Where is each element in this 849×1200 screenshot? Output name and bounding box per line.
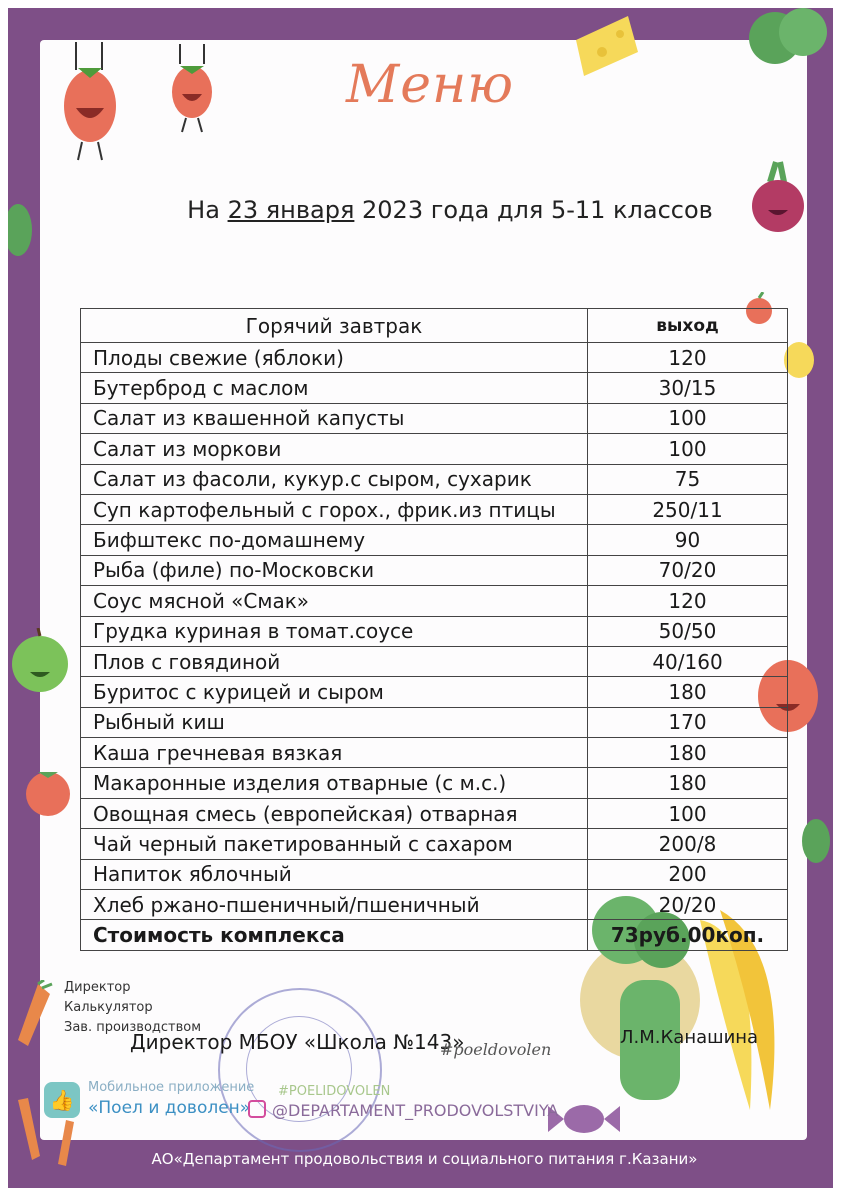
dish-output: 180: [588, 768, 788, 798]
instagram-icon: [248, 1100, 266, 1118]
dish-name: Хлеб ржано-пшеничный/пшеничный: [81, 890, 588, 920]
signature-roles: [64, 978, 201, 1038]
school-stamp: [218, 988, 382, 1152]
dish-name: Чай черный пакетированный с сахаром: [81, 829, 588, 859]
dish-name: Бутерброд с маслом: [81, 373, 588, 403]
dish-output: 250/11: [588, 494, 788, 524]
dish-output: 120: [588, 343, 788, 373]
dish-output: 100: [588, 403, 788, 433]
subtitle-suffix: 2023 года для 5-11 классов: [354, 196, 713, 224]
table-row: [81, 403, 788, 433]
table-row: [81, 464, 788, 494]
subtitle-prefix: На: [187, 196, 228, 224]
total-label: Стоимость комплекса: [81, 920, 588, 950]
cheese-icon: [572, 12, 642, 82]
table-row: [81, 768, 788, 798]
table-row: [81, 829, 788, 859]
dish-name: Рыбный киш: [81, 707, 588, 737]
table-row: [81, 677, 788, 707]
page-title: Меню: [345, 55, 515, 115]
role-production-head: Зав. производством: [64, 1020, 202, 1035]
table-row: [81, 343, 788, 373]
role-director: Директор: [64, 980, 131, 995]
school-director-label: Директор МБОУ «Школа №143»: [130, 1030, 465, 1054]
app-line2: «Поел и доволен»: [88, 1098, 251, 1118]
dish-name: Салат из фасоли, кукур.с сыром, сухарик: [81, 464, 588, 494]
dish-name: Рыба (филе) по-Московски: [81, 555, 588, 585]
table-row: [81, 494, 788, 524]
hashtag-label: #POELIDOVOLEN: [278, 1084, 391, 1099]
dish-name: Салат из квашенной капусты: [81, 403, 588, 433]
table-row: [81, 859, 788, 889]
dish-output: 75: [588, 464, 788, 494]
carrot-left-icon: [8, 980, 58, 1050]
dish-output: 70/20: [588, 555, 788, 585]
dish-name: Суп картофельный с горох., фрик.из птицы: [81, 494, 588, 524]
leaf-right-icon: [800, 816, 830, 866]
dish-output: 120: [588, 586, 788, 616]
dish-name: Овощная смесь (европейская) отварная: [81, 798, 588, 828]
broccoli-top-icon: [745, 8, 835, 78]
menu-body: [81, 343, 788, 920]
header-output: выход: [588, 309, 788, 343]
handwritten-hashtag: #poeldovolen: [440, 1040, 552, 1059]
dish-output: 100: [588, 434, 788, 464]
app-line1: Мобильное приложение: [88, 1080, 255, 1095]
dish-output: 200/8: [588, 829, 788, 859]
tomato-small-icon: [168, 44, 218, 134]
dish-output: 40/160: [588, 646, 788, 676]
table-row: [81, 798, 788, 828]
menu-table: [80, 308, 788, 951]
total-price: 73руб.00коп.: [588, 920, 788, 950]
green-apple-icon: [8, 628, 70, 694]
dish-name: Напиток яблочный: [81, 859, 588, 889]
dish-output: 200: [588, 859, 788, 889]
dish-output: 180: [588, 677, 788, 707]
dish-name: Каша гречневая вязкая: [81, 738, 588, 768]
dish-output: 50/50: [588, 616, 788, 646]
tomato-left-icon: [62, 42, 122, 162]
table-row: [81, 616, 788, 646]
header-meal: Горячий завтрак: [81, 309, 588, 343]
footer-organization: АО«Департамент продовольствия и социального питания г.Казани»: [151, 1150, 698, 1168]
total-row: [81, 920, 788, 950]
dish-name: Салат из моркови: [81, 434, 588, 464]
table-header-row: [81, 309, 788, 343]
tomato-bottom-left-icon: [24, 764, 74, 818]
dish-output: 170: [588, 707, 788, 737]
dish-name: Плов с говядиной: [81, 646, 588, 676]
dish-name: Грудка куриная в томат.соусе: [81, 616, 588, 646]
table-row: [81, 738, 788, 768]
dish-name: Соус мясной «Смак»: [81, 586, 588, 616]
instagram-text: @DEPARTAMENT_PRODOVOLSTVIYA: [272, 1101, 559, 1120]
leaf-left-icon: [8, 200, 38, 260]
table-row: [81, 707, 788, 737]
table-row: [81, 555, 788, 585]
thumbs-up-icon: 👍: [44, 1082, 80, 1118]
dish-output: 90: [588, 525, 788, 555]
table-row: [81, 525, 788, 555]
director-name: Л.М.Канашина: [620, 1027, 759, 1048]
dish-name: Буритос с курицей и сыром: [81, 677, 588, 707]
table-row: [81, 586, 788, 616]
dish-output: 100: [588, 798, 788, 828]
dish-output: 180: [588, 738, 788, 768]
instagram-handle[interactable]: [248, 1100, 558, 1120]
dish-name: Бифштекс по-домашнему: [81, 525, 588, 555]
menu-subtitle: [80, 196, 820, 224]
dish-name: Плоды свежие (яблоки): [81, 343, 588, 373]
table-row: [81, 646, 788, 676]
role-calculator: Калькулятор: [64, 1000, 153, 1015]
dish-name: Макаронные изделия отварные (с м.с.): [81, 768, 588, 798]
table-row: [81, 890, 788, 920]
dish-output: 20/20: [588, 890, 788, 920]
table-row: [81, 373, 788, 403]
menu-date: 23 января: [227, 196, 355, 224]
dish-output: 30/15: [588, 373, 788, 403]
table-row: [81, 434, 788, 464]
